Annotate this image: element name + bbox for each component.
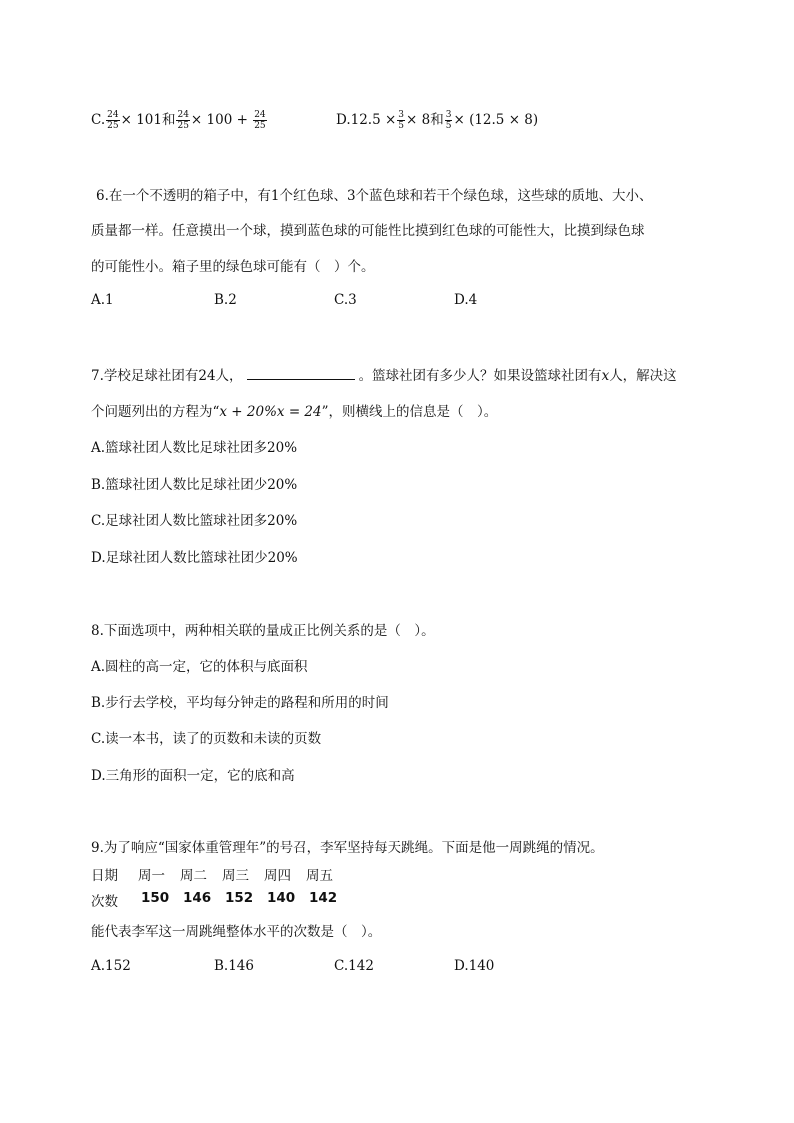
fraction: $\frac{3}{5}$ [445,110,452,131]
q7-stem-line1: 7.学校足球社团有24人， 。篮球社团有多少人？如果设篮球社团有x人，解决这 [91,364,677,384]
table-row-label-count: 次数 [91,894,118,910]
expression-text: × 100 + [190,112,248,128]
q7-option-c[interactable]: C.足球社团人数比篮球社团多20% [91,513,298,529]
table-cell-day: 周五 [306,868,333,884]
q5-option-c[interactable] [91,108,268,131]
table-cell-count: 140 [267,890,296,906]
q9-question: 能代表李军这一周跳绳整体水平的次数是（ ）。 [91,924,382,940]
table-row-label-date: 日期 [91,868,118,884]
q7-stem-line2: 个问题列出的方程为“x + 20%x = 24”，则横线上的信息是（ ）。 [91,404,498,420]
q6-option-c[interactable]: C.3 [334,292,357,308]
table-cell-count: 142 [309,890,338,906]
q9-option-b[interactable]: B.146 [214,958,254,974]
fraction: $\frac{24}{25}$ [107,110,119,131]
q9-stem: 9.为了响应“国家体重管理年”的号召，李军坚持每天跳绳。下面是他一周跳绳的情况。 [91,840,604,856]
table-cell-count: 152 [225,890,254,906]
q6-stem-line2: 质量都一样。任意摸出一个球，摸到蓝色球的可能性比摸到红色球的可能性大，比摸到绿色球 [91,223,645,239]
q7-option-b[interactable]: B.篮球社团人数比足球社团少20% [91,477,298,493]
option-label: D.12.5 × [336,112,397,128]
q6-stem-line1: 6.在一个不透明的箱子中，有1个红色球、3个蓝色球和若干个绿色球，这些球的质地、大小、 [96,188,653,204]
table-cell-day: 周二 [180,868,207,884]
q9-option-c[interactable]: C.142 [334,958,374,974]
option-label: C. [91,112,106,128]
table-cell-count: 150 [141,890,170,906]
q6-option-d[interactable]: D.4 [454,292,478,308]
q8-option-a[interactable]: A.圆柱的高一定，它的体积与底面积 [91,659,308,675]
q6-option-b[interactable]: B.2 [214,292,237,308]
fraction: $\frac{24}{25}$ [177,110,189,131]
q5-option-d[interactable] [336,108,538,131]
table-cell-day: 周一 [138,868,165,884]
q9-option-d[interactable]: D.140 [454,958,495,974]
q7-option-a[interactable]: A.篮球社团人数比足球社团多20% [91,440,298,456]
q8-option-c[interactable]: C.读一本书，读了的页数和未读的页数 [91,731,322,747]
q8-stem: 8.下面选项中，两种相关联的量成正比例关系的是（ ）。 [91,623,435,639]
fraction: $\frac{3}{5}$ [398,110,405,131]
q7-option-d[interactable]: D.足球社团人数比篮球社团少20% [91,550,298,566]
table-cell-day: 周四 [264,868,291,884]
expression-text: × 101和 [120,112,176,128]
table-cell-count: 146 [183,890,212,906]
expression-text: × (12.5 × 8) [453,112,539,128]
q9-option-a[interactable]: A.152 [91,958,131,974]
fraction: $\frac{24}{25}$ [254,110,266,131]
table-cell-day: 周三 [222,868,249,884]
q8-option-b[interactable]: B.步行去学校，平均每分钟走的路程和所用的时间 [91,695,389,711]
expression-text: × 8和 [406,112,444,128]
q6-option-a[interactable]: A.1 [91,292,114,308]
q6-stem-line3: 的可能性小。箱子里的绿色球可能有（ ）个。 [91,259,375,275]
q8-option-d[interactable]: D.三角形的面积一定，它的底和高 [91,768,295,784]
equation: x + 20%x = 24 [219,404,322,420]
answer-blank[interactable] [247,365,355,380]
